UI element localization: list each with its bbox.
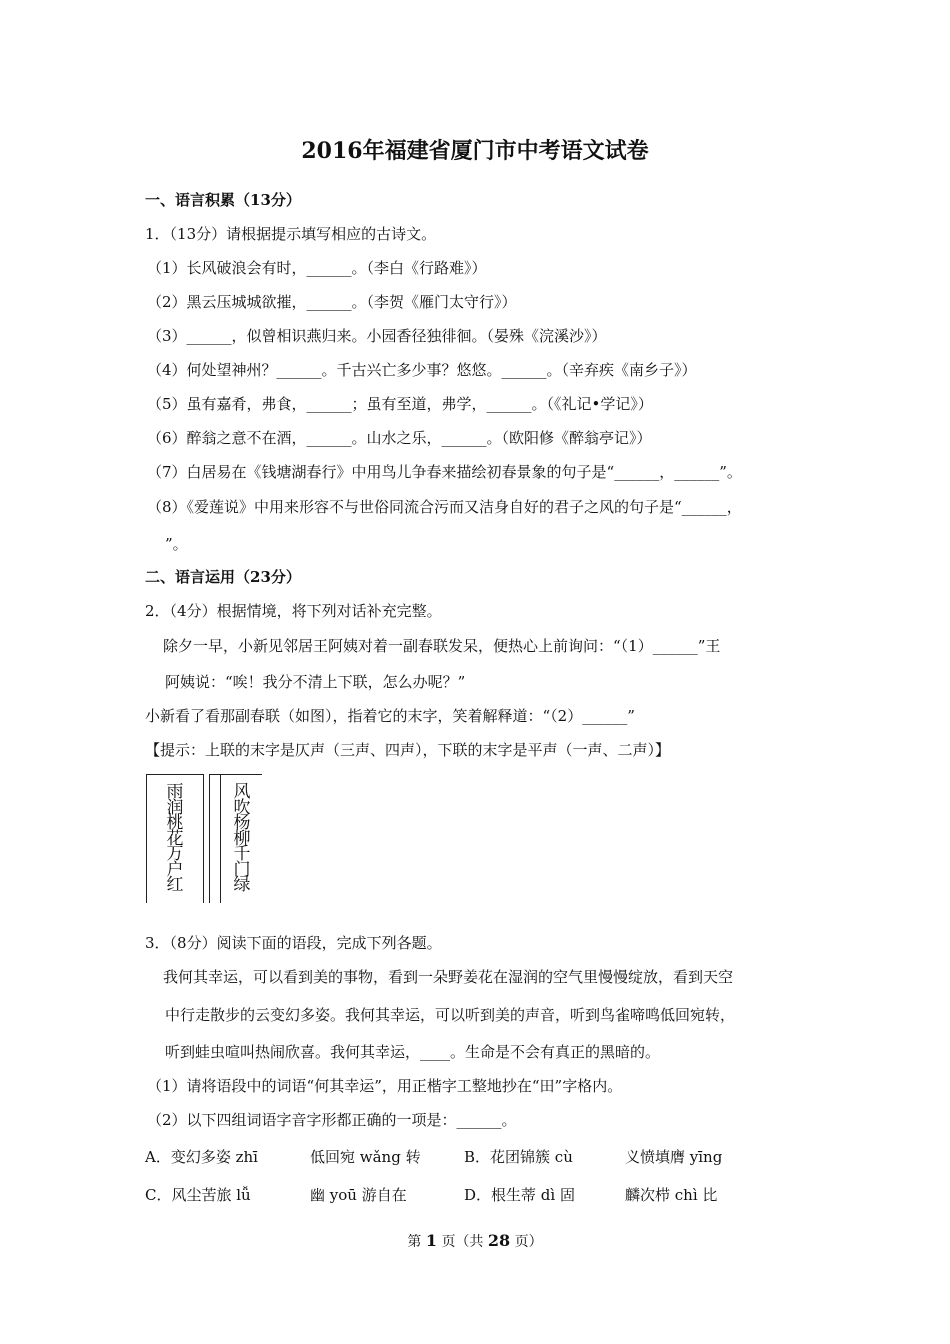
question-2: 2．（4分）根据情境，将下列对话补充完整。 xyxy=(145,602,442,620)
option-a: A．变幻多姿 zhī xyxy=(145,1148,258,1166)
q3-line-2: 中行走散步的云变幻多姿。我何其幸运，可以听到美的声音，听到鸟雀啼鸣低回宛转， xyxy=(165,1006,736,1024)
question-1: 1．（13分）请根据提示填写相应的古诗文。 xyxy=(145,225,437,243)
page-footer xyxy=(0,1231,950,1251)
q3-line-3: 听到蛙虫喧叫热闹欣喜。我何其幸运，____。生命是不会有真正的黑暗的。 xyxy=(165,1043,661,1061)
page-title: 2016年福建省厦门市中考语文试卷 xyxy=(301,138,649,164)
footer-total-pages: 28 xyxy=(487,1231,511,1250)
couplet-right-text: 风吹杨柳千门绿 xyxy=(233,782,251,895)
option-a-2: 低回宛 wǎng 转 xyxy=(310,1148,421,1166)
q3-line-1: 我何其幸运，可以看到美的事物，看到一朵野姜花在湿润的空气里慢慢绽放，看到天空 xyxy=(163,968,734,986)
option-d-2: 麟次栉 chì 比 xyxy=(625,1186,718,1204)
couplet-left-text: 雨润桃花万户红 xyxy=(166,782,184,895)
couplet-right-inner-border xyxy=(220,775,221,903)
couplet-right-frame xyxy=(209,774,262,903)
option-b-2: 义愤填膺 yīng xyxy=(625,1148,723,1166)
section-heading-1: 一、语言积累（13分） xyxy=(145,191,301,209)
section-heading-2: 二、语言运用（23分） xyxy=(145,568,301,586)
q2-line-3: 小新看了看那副春联（如图），指着它的末字，笑着解释道：“（2）______” xyxy=(145,707,635,725)
q3-sub-1: （1）请将语段中的词语“何其幸运”，用正楷字工整地抄在“田”字格内。 xyxy=(147,1077,623,1095)
q1-item-6: （6）醉翁之意不在酒，______。山水之乐，______。（欧阳修《醉翁亭记》） xyxy=(147,429,652,447)
question-3: 3．（8分）阅读下面的语段，完成下列各题。 xyxy=(145,934,442,952)
footer-prefix: 第 xyxy=(407,1234,422,1250)
q1-item-2: （2）黑云压城城欲摧，______。（李贺《雁门太守行》） xyxy=(147,293,517,311)
q3-sub-2: （2）以下四组词语字音字形都正确的一项是：______。 xyxy=(147,1111,517,1129)
q2-line-2: 阿姨说：“唉！我分不清上下联，怎么办呢？” xyxy=(165,673,466,691)
option-c-2: 幽 yoū 游自在 xyxy=(310,1186,407,1204)
q2-line-1: 除夕一早，小新见邻居王阿姨对着一副春联发呆，便热心上前询问：“（1）______”王 xyxy=(163,637,721,655)
q1-item-8-end: ”。 xyxy=(165,535,188,553)
q1-item-3: （3）______，似曾相识燕归来。小园香径独徘徊。（晏殊《浣溪沙》） xyxy=(147,327,607,345)
footer-mid: 页（共 xyxy=(441,1234,484,1250)
q1-item-1: （1）长风破浪会有时，______。（李白《行路难》） xyxy=(147,259,487,277)
q2-hint: 【提示：上联的末字是仄声（三声、四声），下联的末字是平声（一声、二声）】 xyxy=(145,741,671,759)
q1-item-7: （7）白居易在《钱塘湖春行》中用鸟儿争春来描绘初春景象的句子是“______，______”。 xyxy=(147,463,742,481)
option-b: B．花团锦簇 cù xyxy=(464,1148,573,1166)
footer-suffix: 页） xyxy=(514,1234,543,1250)
option-d: D．根生蒂 dì 固 xyxy=(464,1186,575,1204)
q1-item-5: （5）虽有嘉肴，弗食，______；虽有至道，弗学，______。（《礼记•学记》） xyxy=(147,395,653,413)
footer-page-number: 1 xyxy=(425,1231,437,1250)
option-c: C．风尘苦旅 lǚ xyxy=(145,1186,251,1204)
q1-item-4: （4）何处望神州？______。千古兴亡多少事？悠悠。______。（辛弃疾《南乡子》） xyxy=(147,361,697,379)
q1-item-8: （8）《爱莲说》中用来形容不与世俗同流合污而又洁身自好的君子之风的句子是“______， xyxy=(147,498,742,516)
couplet-left-frame xyxy=(146,774,204,903)
